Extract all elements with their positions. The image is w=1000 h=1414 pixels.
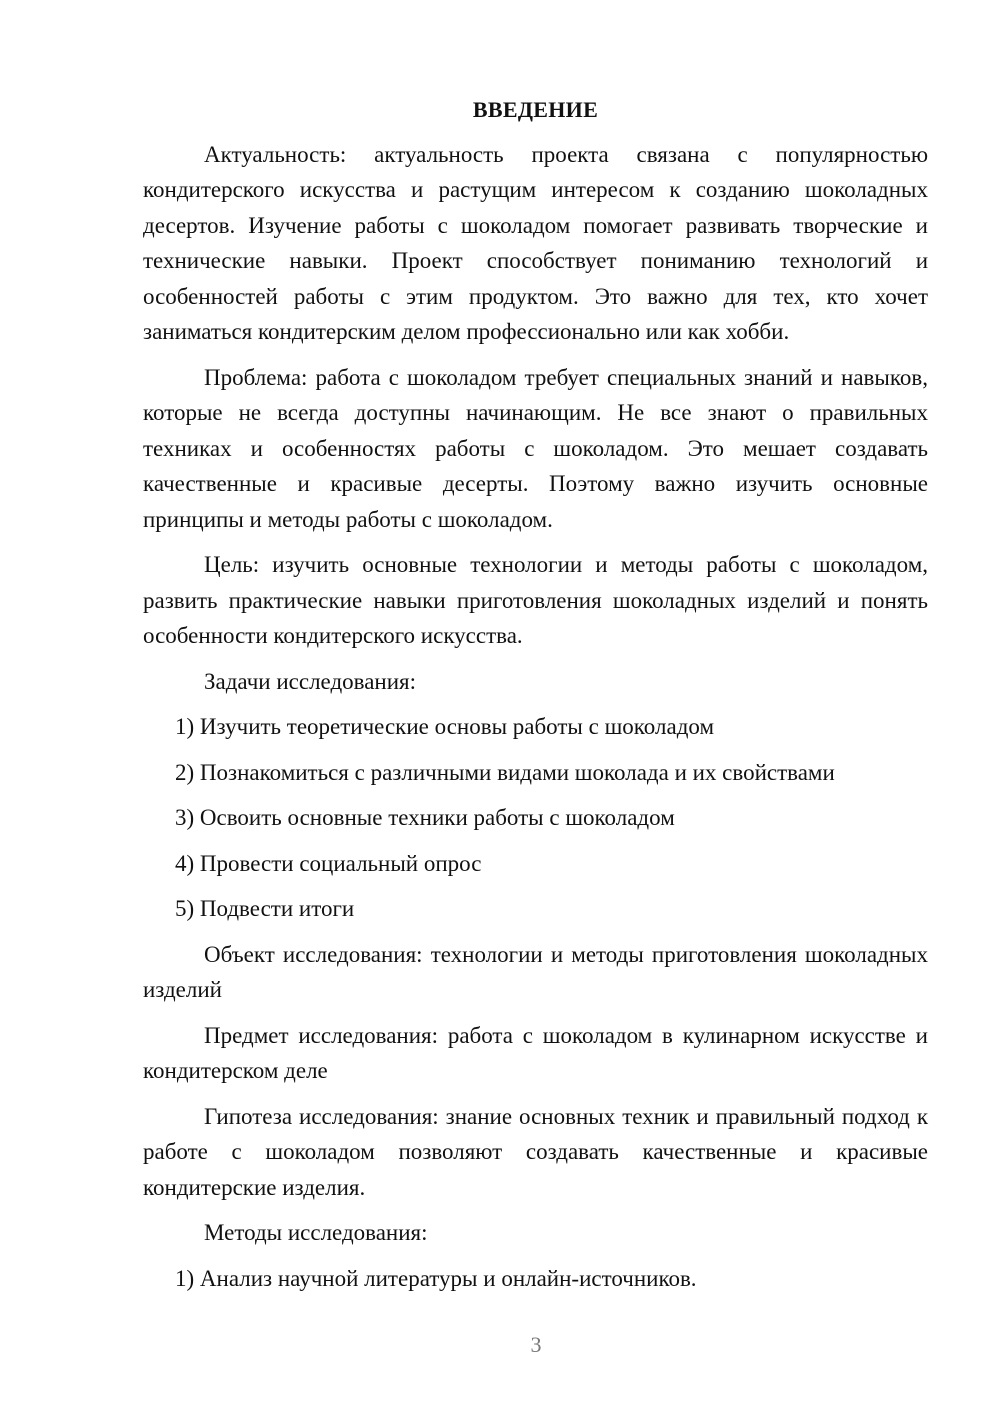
hypothesis-paragraph: Гипотеза исследования: знание основных техник и правильный подход к работе с шоколадом позволяют создавать качественные и красивые кондитерские изделия. (143, 1103, 928, 1200)
task-item: 1) Изучить теоретические основы работы с шоколадом (175, 714, 715, 739)
task-item: 4) Провести социальный опрос (175, 850, 482, 876)
task-item: 5) Подвести итоги (175, 896, 355, 921)
tasks-heading: Задачи исследования: (204, 668, 417, 694)
relevance-paragraph: Актуальность: актуальность проекта связана с популярностью кондитерского искусства и растущим интересом к созданию шоколадных десертов. Изучение работы с шоколадом помогает развивать творческие и технические навыки. Проект способствует пониманию технологий и особенностей работы с этим продуктом. Это важно для тех, кто хочет заниматься кондитерским делом профессионально или как хобби. (143, 141, 928, 344)
task-item: 2) Познакомиться с различными видами шоколада и их свойствами (175, 759, 835, 785)
page-number: 3 (530, 1332, 542, 1357)
method-item: 1) Анализ научной литературы и онлайн-источников. (175, 1265, 697, 1291)
methods-heading: Методы исследования: (204, 1220, 428, 1245)
subject-paragraph: Предмет исследования: работа с шоколадом в кулинарном искусстве и кондитерском деле (143, 1022, 928, 1083)
page-content (143, 92, 928, 1306)
page-title: ВВЕДЕНИЕ (472, 97, 599, 122)
object-paragraph: Объект исследования: технологии и методы приготовления шоколадных изделий (143, 941, 928, 1002)
goal-paragraph: Цель: изучить основные технологии и методы работы с шоколадом, развить практические навыки приготовления шоколадных изделий и понять особенности кондитерского искусства. (143, 552, 928, 648)
problem-paragraph: Проблема: работа с шоколадом требует специальных знаний и навыков, которые не всегда доступны начинающим. Не все знают о правильных техниках и особенностях работы с шоколадом. Это мешает создавать качественные и красивые десерты. Поэтому важно изучить основные принципы и методы работы с шоколадом. (143, 364, 928, 532)
task-item: 3) Освоить основные техники работы с шоколадом (175, 805, 675, 830)
